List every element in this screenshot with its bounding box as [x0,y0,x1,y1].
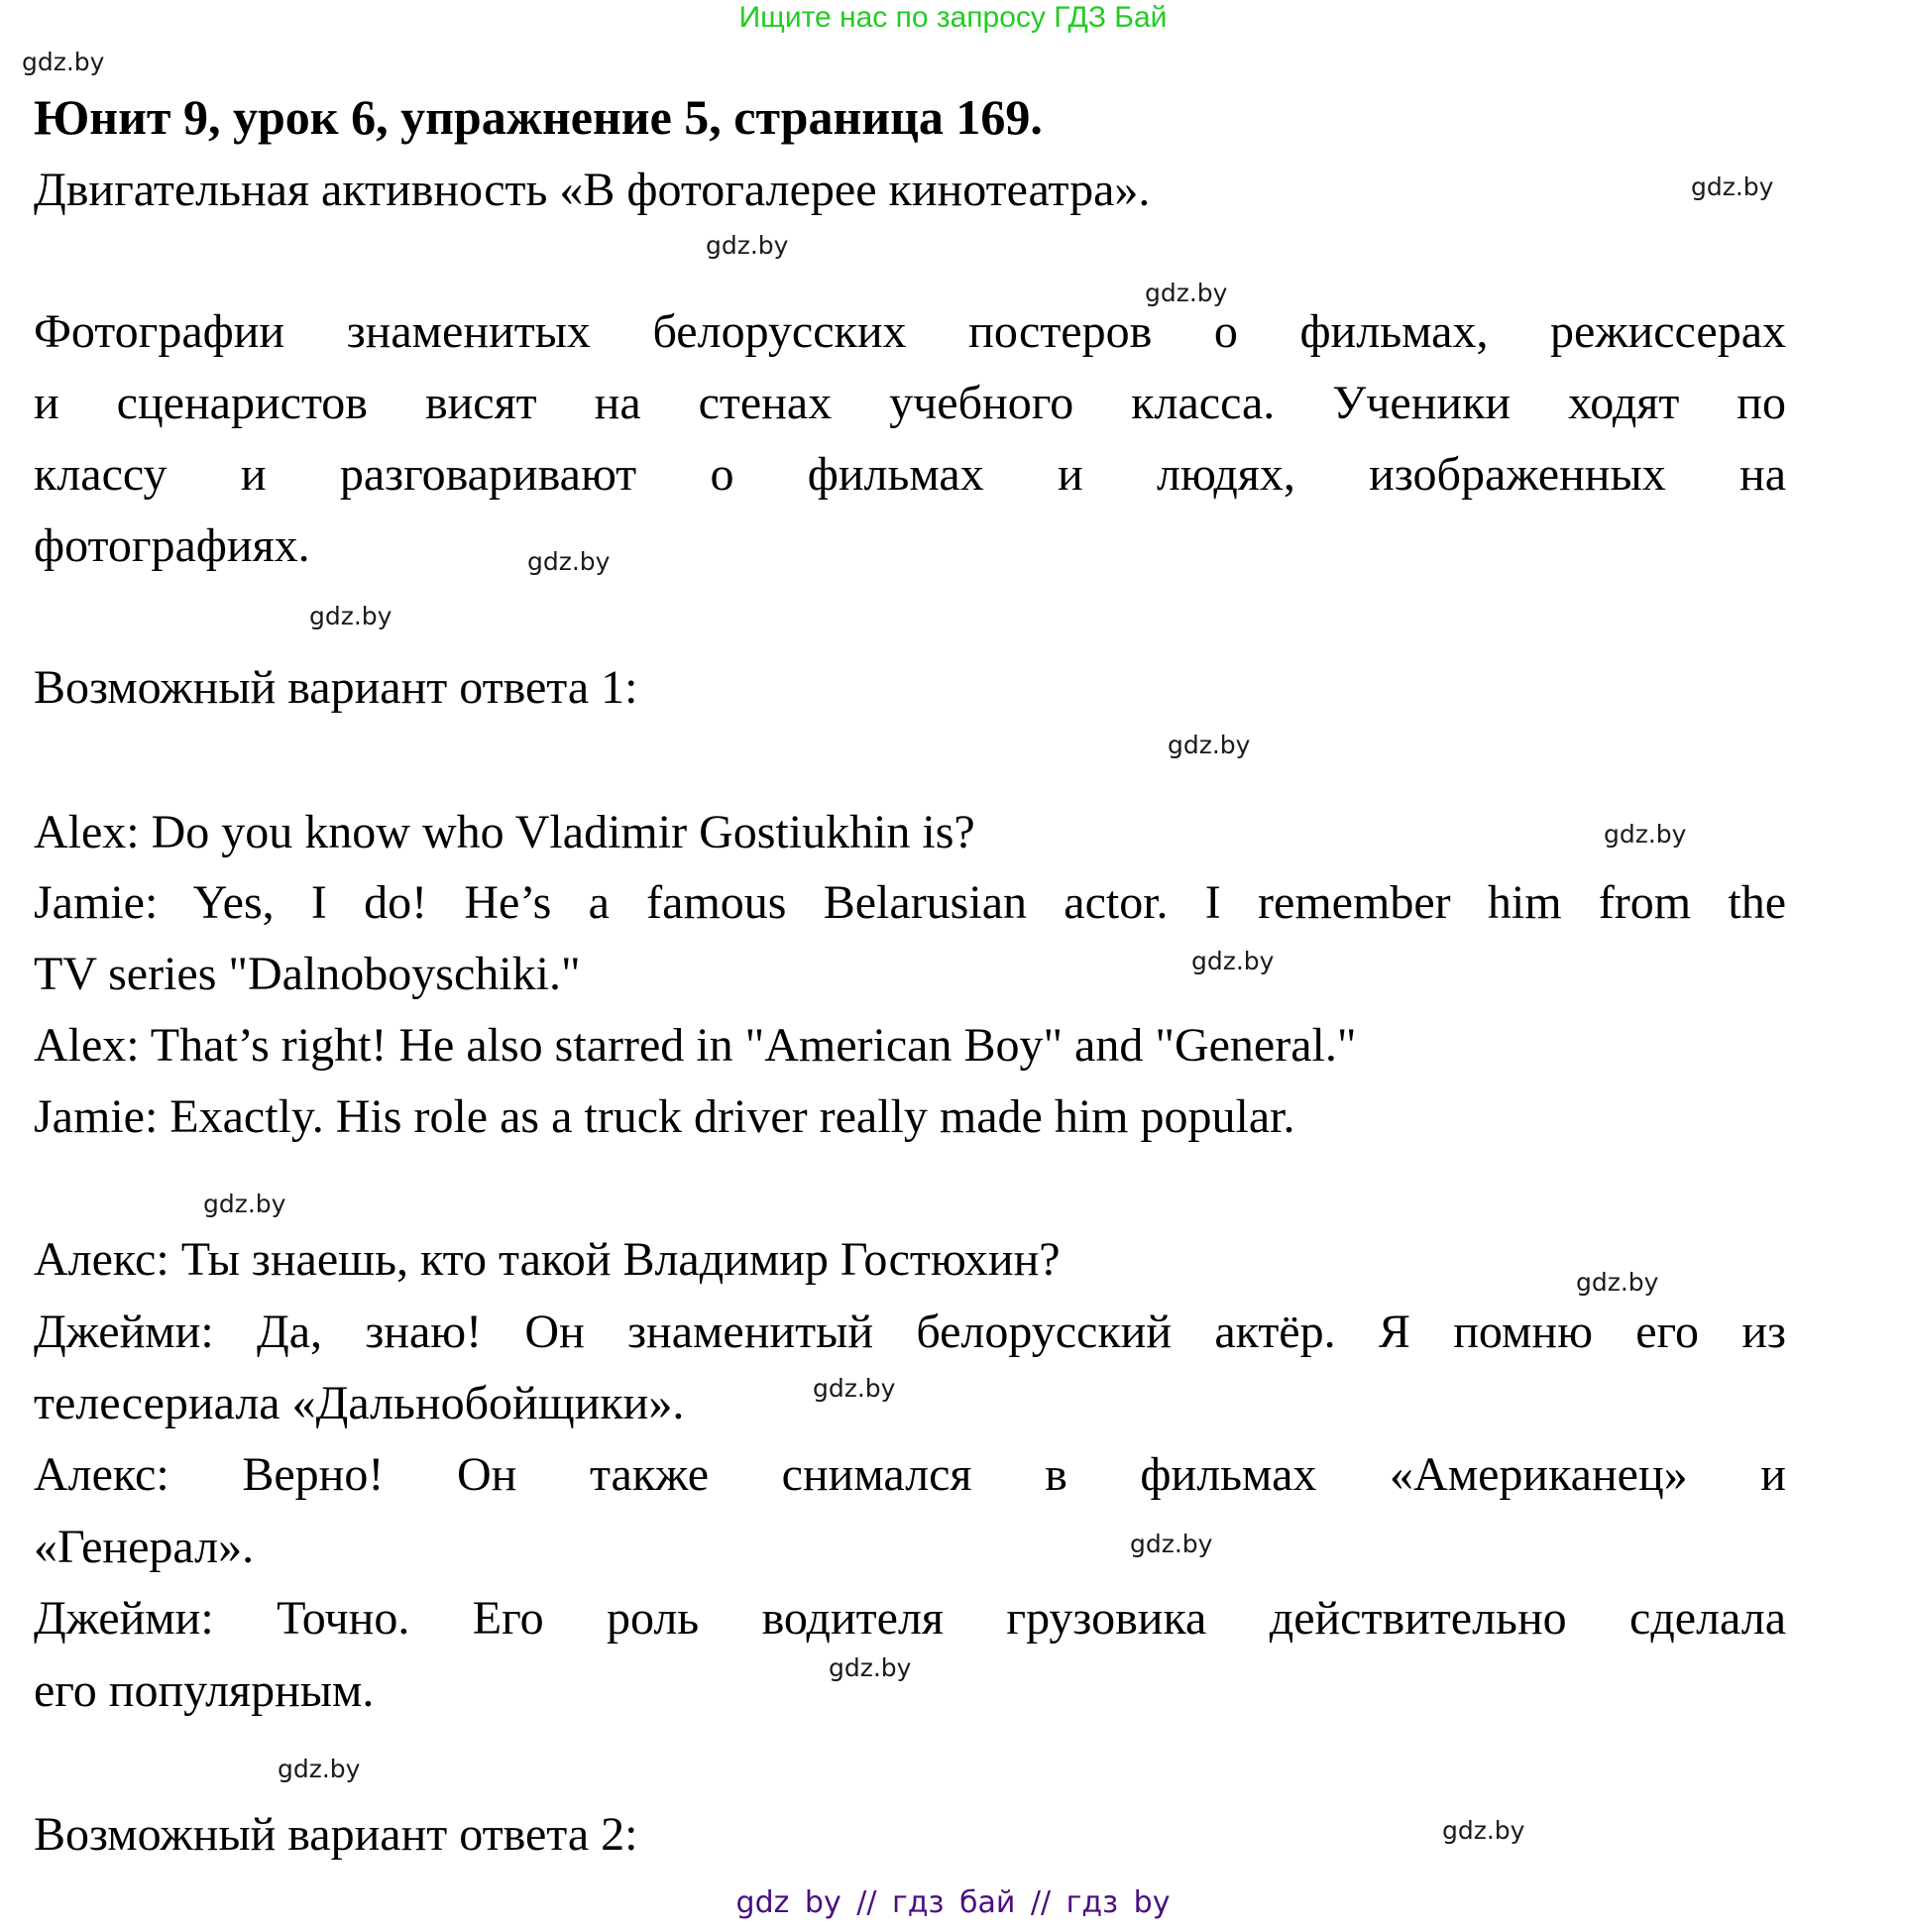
watermark: gdz.by [1604,820,1687,849]
dialogue-ru-line: Алекс: Ты знаешь, кто такой Владимир Гостюхин? [34,1233,1061,1286]
watermark: gdz.by [1168,731,1251,759]
watermark: gdz.by [309,602,392,630]
dialogue-en-line: Alex: Do you know who Vladimir Gostiukhin is? [34,806,975,858]
variant-2-label: Возможный вариант ответа 2: [34,1808,638,1861]
subtitle: Двигательная активность «В фотогалерее кинотеатра». [34,164,1151,216]
dialogue-ru-line: Джейми: Да, знаю! Он знаменитый белорусский актёр. Я помню его из [34,1306,1786,1358]
dialogue-ru-line: его популярным. [34,1664,375,1717]
watermark: gdz.by [527,547,611,576]
variant-1-label: Возможный вариант ответа 1: [34,661,638,714]
watermark: gdz.by [22,48,105,76]
watermark: gdz.by [1442,1816,1525,1845]
dialogue-ru-line: Алекс: Верно! Он также снимался в фильмах «Американец» и [34,1448,1786,1501]
watermark: gdz.by [829,1653,912,1682]
dialogue-ru-line: «Генерал». [34,1521,255,1573]
watermark: gdz.by [706,231,789,260]
page-title: Юнит 9, урок 6, упражнение 5, страница 169. [34,89,1043,145]
dialogue-ru-line: Джейми: Точно. Его роль водителя грузовика действительно сделала [34,1592,1786,1645]
watermark: gdz.by [1145,279,1228,307]
footer-links: gdz by // гдз бай // гдз by [735,1885,1171,1920]
watermark: gdz.by [1576,1268,1659,1297]
dialogue-ru-line: телесериала «Дальнобойщики». [34,1377,685,1429]
watermark: gdz.by [813,1374,896,1403]
description-line: фотографиях. [34,519,310,572]
dialogue-en-line: Jamie: Exactly. His role as a truck driver really made him popular. [34,1090,1295,1143]
dialogue-en-line: Jamie: Yes, I do! He’s a famous Belarusian actor. I remember him from the [34,876,1786,929]
watermark: gdz.by [203,1190,286,1218]
description-line: Фотографии знаменитых белорусских постеров о фильмах, режиссерах [34,305,1786,358]
dialogue-en-line: Alex: That’s right! He also starred in "American Boy" and "General." [34,1019,1357,1072]
watermark: gdz.by [1691,172,1774,201]
watermark: gdz.by [278,1755,361,1783]
watermark: gdz.by [1130,1530,1213,1558]
description-line: классу и разговаривают о фильмах и людях, изображенных на [34,448,1786,501]
promo-banner: Ищите нас по запросу ГДЗ Бай [738,1,1168,34]
description-line: и сценаристов висят на стенах учебного класса. Ученики ходят по [34,377,1786,429]
dialogue-en-line: TV series "Dalnoboyschiki." [34,948,581,1000]
watermark: gdz.by [1191,947,1275,975]
